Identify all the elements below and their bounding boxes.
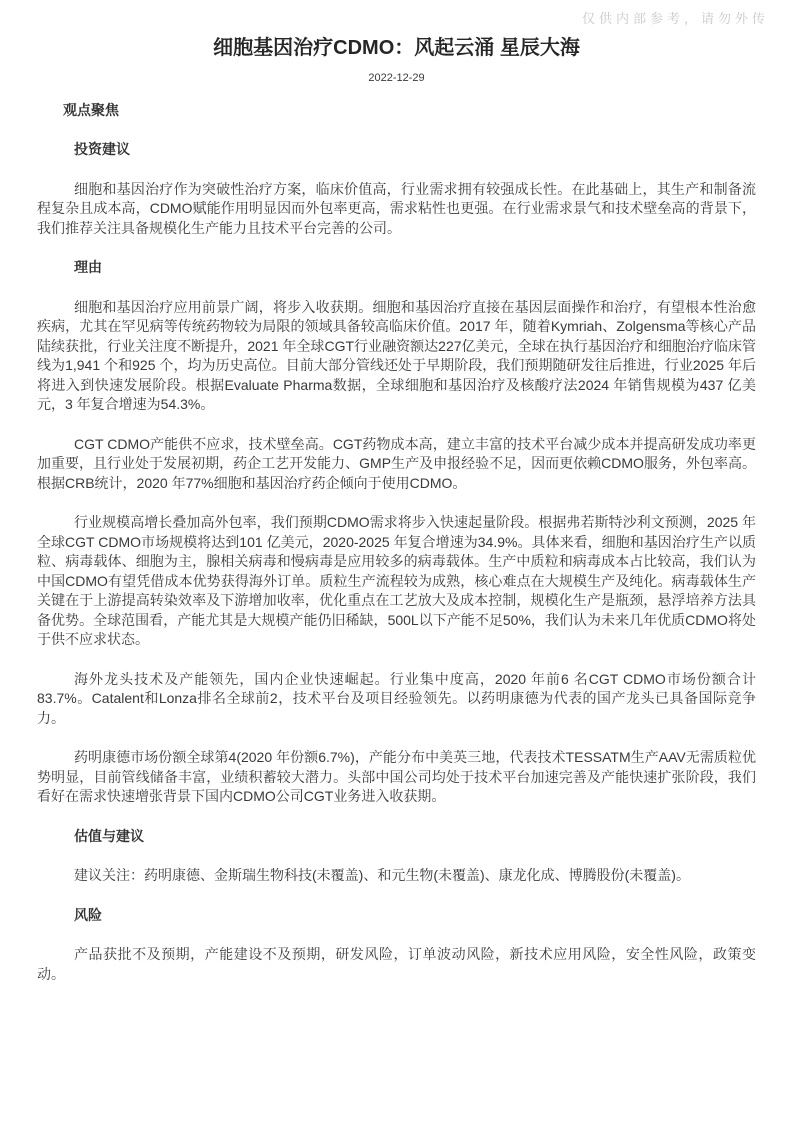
paragraph-reason-demand-growth: 行业规模高增长叠加高外包率，我们预期CDMO需求将步入快速起量阶段。根据弗若斯特沙利文预测，2025 年全球CGT CDMO市场规模将达到101 亿美元，2020-2025 年复合增速为34.9%。具体来看，细胞和基因治疗生产以质粒、病毒载体、细胞为主，腺相关病毒和慢病毒是应用较多的病毒载体。生产中质粒和病毒成本占比较高，我们认为中国CDMO有望凭借成本优势获得海外订单。质粒生产流程较为成熟，核心难点在大规模生产及纯化。病毒载体生产关键在于上游提高转染效率及下游增加收率，优化重点在工艺放大及成本控制，规模化生产是瓶颈，悬浮培养方法具备优势。全球范围看，产能尤其是大规模产能仍旧稀缺，500L以下产能不足50%，我们认为未来几年优质CDMO将处于供不应求状态。 (37, 514, 756, 647)
paragraph-reason-wuxi-apptec: 药明康德市场份额全球第4(2020 年份额6.7%)，产能分布中美英三地，代表技术TESSATM生产AAV无需质粒优势明显，目前管线储备丰富，业绩积蓄较大潜力。头部中国公司均处于技术平台加速完善及产能快速扩张阶段，我们看好在需求快速增张背景下国内CDMO公司CGT业务进入收获期。 (37, 749, 756, 804)
paragraph-valuation-advice: 建议关注：药明康德、金斯瑞生物科技(未覆盖)、和元生物(未覆盖)、康龙化成、博腾股份(未覆盖)。 (74, 867, 690, 883)
paragraph-investment-advice: 细胞和基因治疗作为突破性治疗方案，临床价值高，行业需求拥有较强成长性。在此基础上，其生产和制备流程复杂且成本高，CDMO赋能作用明显因而外包率更高，需求粘性也更强。在行业需求景气和技术壁垒高的背景下，我们推荐关注具备规模化生产能力且技术平台完善的公司。 (37, 180, 756, 236)
report-title: 细胞基因治疗CDMO：风起云涌 星辰大海 (213, 37, 580, 59)
paragraph-reason-capacity-shortage: CGT CDMO产能供不应求，技术壁垒高。CGT药物成本高，建立丰富的技术平台减少成本并提高研发成功率更加重要，且行业处于发展初期，药企工艺开发能力、GMP生产及申报经验不足，因而更依赖CDMO服务，外包率高。根据CRB统计，2020 年77%细胞和基因治疗药企倾向于使用CDMO。 (37, 435, 756, 491)
heading-valuation-advice: 估值与建议 (74, 827, 144, 844)
report-date: 2022-12-29 (368, 72, 425, 84)
paragraph-reason-market-outlook: 细胞和基因治疗应用前景广阔，将步入收获期。细胞和基因治疗直接在基因层面操作和治疗，有望根本性治愈疾病，尤其在罕见病等传统药物较为局限的领域具备较高临床价值。2017 年，随着Kymriah、Zolgensma等核心产品陆续获批，行业关注度不断提升，2021 年全球CGT行业融资额达227亿美元，全球在执行基因治疗和细胞治疗临床管线为1,941 个和925 个，均为历史高位。目前大部分管线还处于早期阶段，我们预期随研发往后推进，行业2025 年后将进入到快速发展阶段。根据Evaluate Pharma数据，全球细胞和基因治疗及核酸疗法2024 年销售规模为437 亿美元，3 年复合增速为54.3%。 (37, 298, 756, 412)
heading-reasons: 理由 (74, 259, 102, 275)
heading-investment-advice: 投资建议 (74, 141, 130, 157)
report-body (0, 140, 793, 984)
paragraph-reason-global-leaders: 海外龙头技术及产能领先，国内企业快速崛起。行业集中度高，2020 年前6 名CGT CDMO市场份额合计83.7%。Catalent和Lonza排名全球前2，技术平台及项目经验领先。以药明康德为代表的国产龙头已具备国际竞争力。 (37, 670, 756, 726)
paragraph-risk: 产品获批不及预期，产能建设不及预期，研发风险，订单波动风险，新技术应用风险，安全性风险，政策变动。 (37, 946, 756, 982)
confidential-watermark: 仅供内部参考，请勿外传 (581, 11, 769, 26)
heading-risk: 风险 (74, 906, 102, 923)
section-label-viewpoint-focus: 观点聚焦 (63, 102, 119, 118)
